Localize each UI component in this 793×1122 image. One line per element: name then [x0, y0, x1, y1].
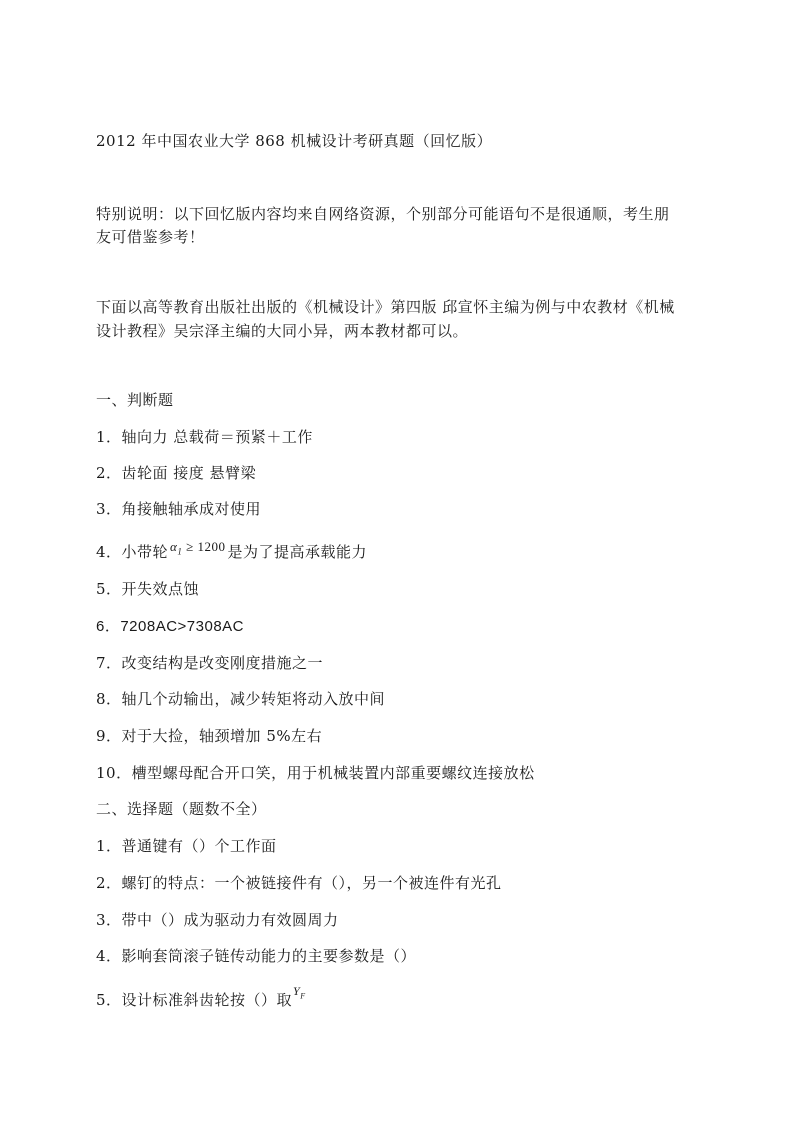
judgement-item-1: 1．轴向力 总载荷＝预紧＋工作	[96, 428, 313, 446]
section-heading-judgement: 一、判断题	[96, 391, 174, 409]
judgement-item-2: 2．齿轮面 接度 悬臂梁	[96, 464, 257, 482]
judgement-item-4-prefix: 4．小带轮	[96, 543, 169, 561]
formula-symbol: α	[170, 539, 178, 554]
choice-item-5	[96, 984, 306, 1017]
note-line-1: 特别说明：以下回忆版内容均来自网络资源，个别部分可能语句不是很通顺，考生朋	[96, 205, 670, 223]
form-factor-formula	[293, 980, 306, 1007]
vf-symbol: Y	[293, 984, 301, 998]
judgement-item-3: 3．角接触轴承成对使用	[96, 500, 262, 518]
judgement-item-7: 7．改变结构是改变刚度措施之一	[96, 654, 324, 672]
judgement-item-6: 6．7208AC>7308AC	[96, 618, 245, 635]
section-heading-choice: 二、选择题（题数不全）	[96, 800, 267, 818]
judgement-item-10: 10．槽型螺母配合开口笑，用于机械装置内部重要螺纹连接放松	[96, 764, 535, 782]
vf-subscript: F	[300, 991, 306, 1001]
choice-item-2: 2．螺钉的特点：一个被链接件有（），另一个被连件有光孔	[96, 874, 502, 892]
document-title: 2012 年中国农业大学 868 机械设计考研真题（回忆版）	[96, 132, 493, 150]
choice-item-1: 1．普通键有（）个工作面	[96, 837, 277, 855]
choice-item-3: 3．带中（）成为驱动力有效圆周力	[96, 911, 339, 929]
choice-item-5-text: 5．设计标准斜齿轮按（）取	[96, 991, 293, 1009]
judgement-item-5: 5．开失效点蚀	[96, 580, 200, 598]
choice-item-4: 4．影响套筒滚子链传动能力的主要参数是（）	[96, 947, 417, 965]
intro-line-2: 设计教程》吴宗泽主编的大同小异，两本教材都可以。	[96, 322, 469, 340]
judgement-item-8: 8．轴几个动输出，减少转矩将动入放中间	[96, 690, 386, 708]
judgement-item-9: 9．对于大捡，轴颈增加 5%左右	[96, 727, 323, 745]
intro-line-1: 下面以高等教育出版社出版的《机械设计》第四版 邱宣怀主编为例与中农教材《机械	[96, 298, 675, 316]
wrap-angle-formula	[170, 536, 225, 563]
formula-subscript: 1	[177, 546, 183, 557]
note-line-2: 友可借鉴参考！	[96, 228, 205, 246]
formula-rest: ≥ 1200	[182, 539, 226, 554]
judgement-item-4	[96, 541, 367, 569]
judgement-item-4-suffix: 是为了提高承载能力	[227, 543, 368, 561]
